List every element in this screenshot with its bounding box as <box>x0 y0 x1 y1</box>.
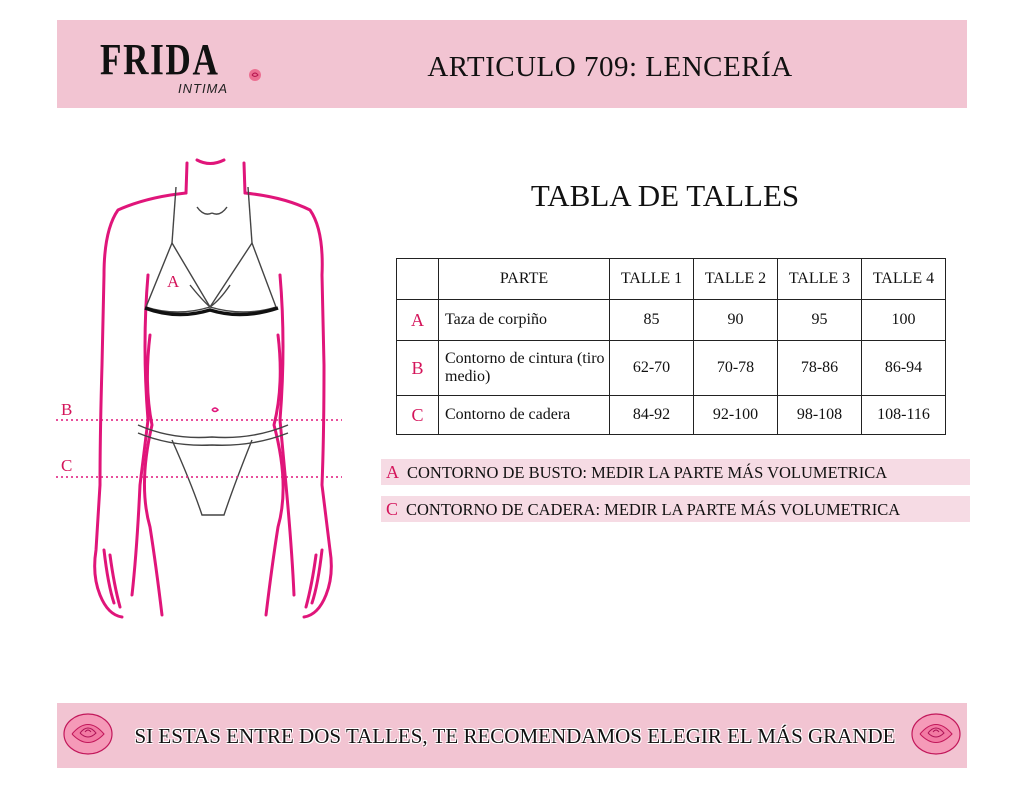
table-row <box>397 300 946 341</box>
figure-label-c: C <box>61 456 73 475</box>
table-row <box>397 396 946 435</box>
table-header-cell: TALLE 1 <box>610 259 694 300</box>
note-text: CONTORNO DE BUSTO: MEDIR LA PARTE MÁS VOLUMETRICA <box>407 463 888 482</box>
row-part: Taza de corpiño <box>439 300 610 341</box>
table-cell: 108-116 <box>862 396 946 435</box>
table-header-cell: PARTE <box>439 259 610 300</box>
page-title: ARTICULO 709: LENCERÍA <box>427 51 793 83</box>
figure-label-a: A <box>167 272 180 291</box>
table-cell: 100 <box>862 300 946 341</box>
table-cell: 84-92 <box>610 396 694 435</box>
rose-icon <box>248 68 262 82</box>
table-cell: 90 <box>694 300 778 341</box>
table-cell: 98-108 <box>778 396 862 435</box>
note-hip <box>381 496 970 522</box>
table-cell: 70-78 <box>694 341 778 396</box>
note-letter: C <box>386 499 399 519</box>
note-bust <box>381 459 970 485</box>
row-letter: A <box>397 300 439 341</box>
brand-sub: INTIMA <box>178 81 229 96</box>
table-row <box>397 341 946 396</box>
table-header-row <box>397 259 946 300</box>
figure-label-b: B <box>61 400 73 419</box>
table-header-cell: TALLE 4 <box>862 259 946 300</box>
table-cell: 92-100 <box>694 396 778 435</box>
footer-recommendation: SI ESTAS ENTRE DOS TALLES, TE RECOMENDAMOS ELEGIR EL MÁS GRANDE <box>134 724 896 748</box>
brand-logo <box>100 35 249 96</box>
row-part: Contorno de cintura (tiro medio) <box>439 341 610 396</box>
note-text: CONTORNO DE CADERA: MEDIR LA PARTE MÁS VOLUMETRICA <box>406 500 901 519</box>
row-letter: B <box>397 341 439 396</box>
table-cell: 62-70 <box>610 341 694 396</box>
table-cell: 86-94 <box>862 341 946 396</box>
table-cell: 95 <box>778 300 862 341</box>
table-header-cell <box>397 259 439 300</box>
body-figure-illustration <box>52 155 352 630</box>
rose-icon <box>910 711 962 757</box>
size-table <box>396 258 946 435</box>
brand-name: FRIDA <box>100 35 220 84</box>
table-cell: 78-86 <box>778 341 862 396</box>
note-letter: A <box>386 462 399 482</box>
row-letter: C <box>397 396 439 435</box>
table-header-cell: TALLE 3 <box>778 259 862 300</box>
table-header-cell: TALLE 2 <box>694 259 778 300</box>
table-cell: 85 <box>610 300 694 341</box>
size-table-title: TABLA DE TALLES <box>530 178 800 213</box>
rose-icon <box>62 711 114 757</box>
row-part: Contorno de cadera <box>439 396 610 435</box>
